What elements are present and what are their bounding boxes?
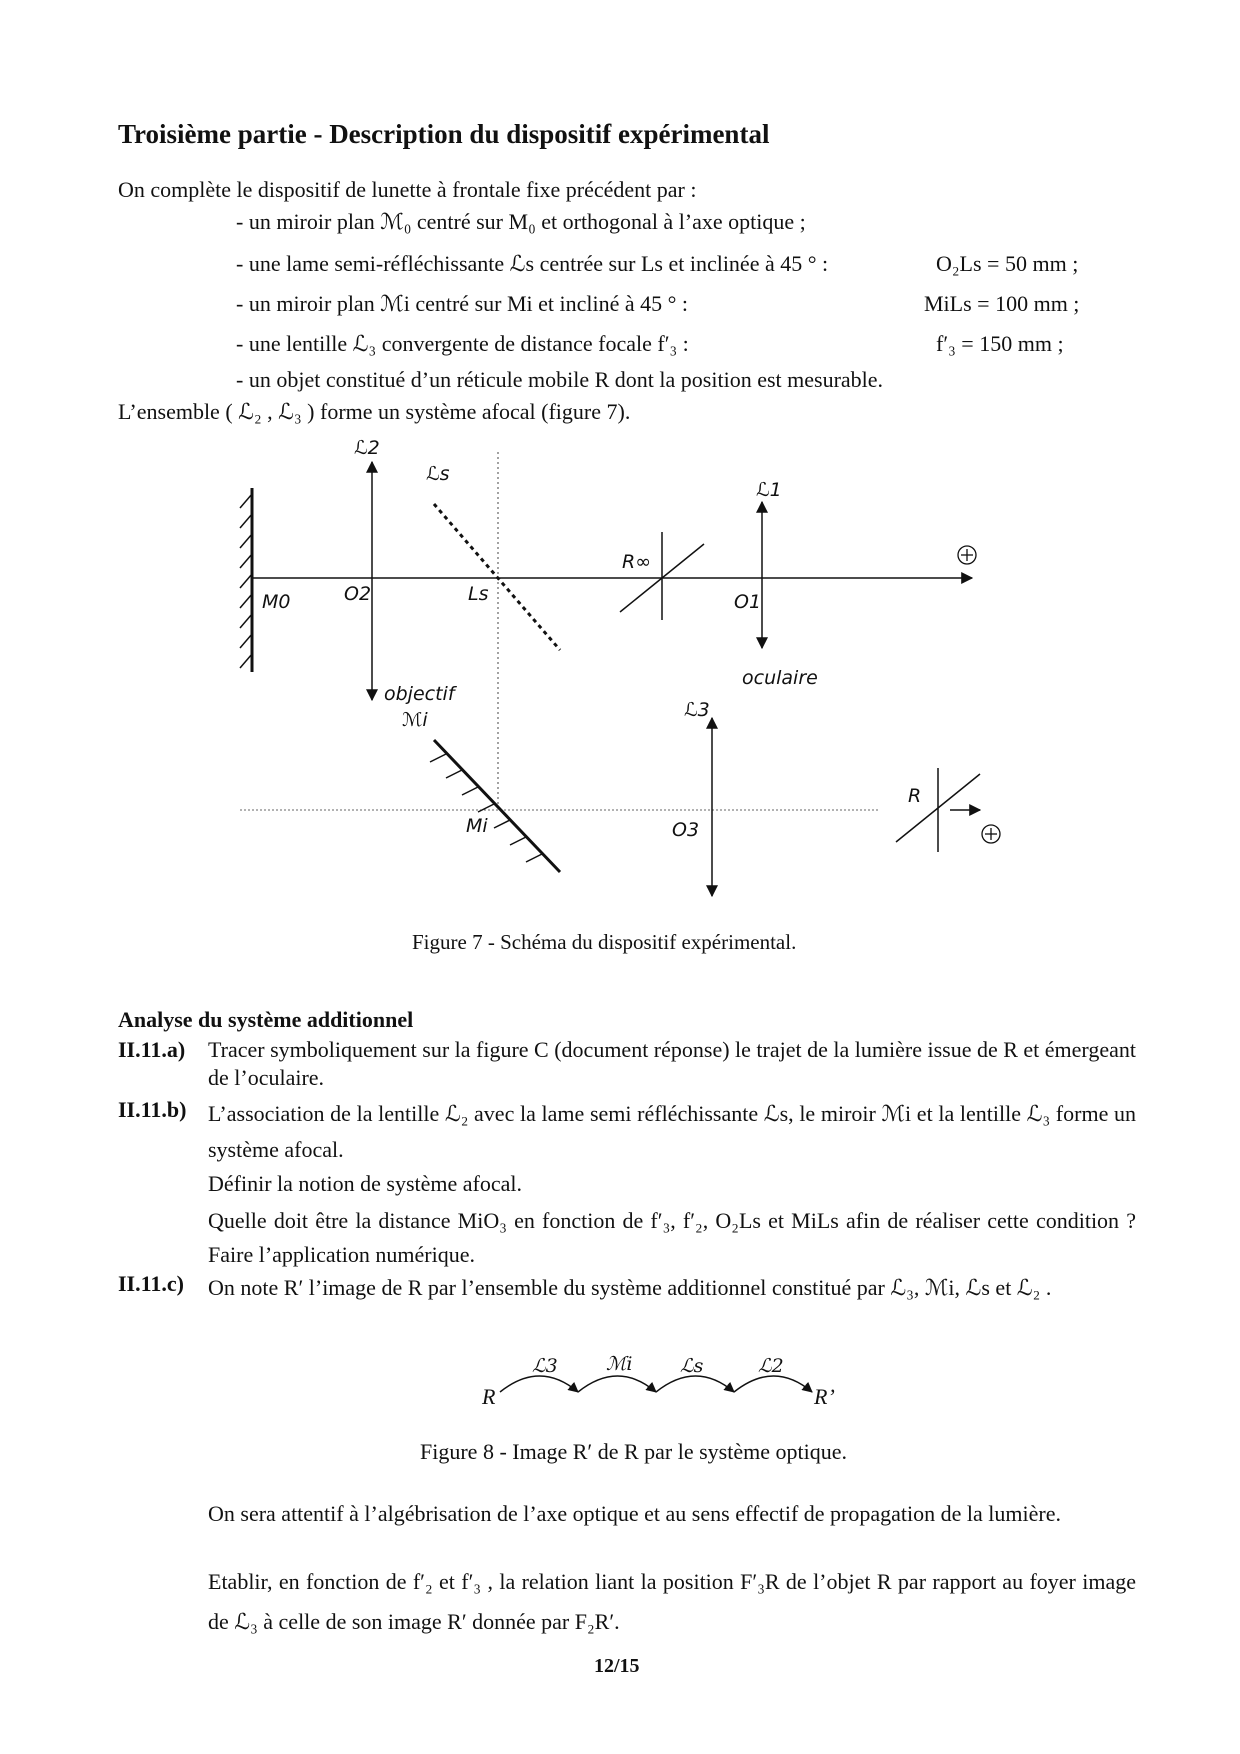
- label-o3: O3: [672, 819, 700, 841]
- label-o1: O1: [734, 591, 762, 613]
- reticle-r: [896, 768, 980, 852]
- question-a-number: II.11.a): [118, 1037, 186, 1062]
- page-title: Troisième partie - Description du dispositif expérimental: [118, 119, 770, 149]
- list-item-object: - un objet constitué d’un réticule mobile R dont la position est mesurable.: [236, 367, 884, 392]
- question-b-text-2: Définir la notion de système afocal.: [208, 1171, 523, 1196]
- fig8-label-l3: ℒ3: [532, 1355, 558, 1377]
- label-mi-cal: ℳi: [402, 709, 428, 731]
- reticle-r-infinity: [620, 532, 704, 620]
- arc-4: [734, 1376, 812, 1392]
- paragraph-algebrisation: On sera attentif à l’algébrisation de l’axe optique et au sens effectif de propagation de la lumière.: [208, 1501, 1061, 1526]
- plus-circle-icon: [982, 825, 1000, 843]
- figure-8-caption: Figure 8 - Image R′ de R par le système optique.: [420, 1439, 847, 1464]
- section-heading: Analyse du système additionnel: [118, 1007, 414, 1032]
- list-item-lens-l3: - une lentille ℒ₃ convergente de distance focale f′₃ :: [236, 331, 689, 356]
- fig8-label-mi: ℳi: [606, 1353, 633, 1375]
- list-item-mirror-m0: - un miroir plan ℳ₀ centré sur M₀ et orthogonal à l’axe optique ;: [236, 209, 806, 234]
- arc-1: [500, 1376, 578, 1392]
- label-r: R: [908, 785, 922, 807]
- fig8-label-ls: ℒs: [680, 1355, 704, 1377]
- figure-8-diagram: [0, 1340, 1240, 1420]
- plate-ls: [434, 504, 560, 650]
- question-a-text: Tracer symboliquement sur la figure C (document réponse) le trajet de la lumière issue de R et émergeant de l’oculaire.: [208, 1037, 1136, 1090]
- label-ls-top: ℒs: [426, 463, 450, 485]
- value-f3: f′₃ = 150 mm ;: [936, 331, 1064, 356]
- label-mi: Mi: [466, 815, 488, 837]
- list-item-mirror-mi: - un miroir plan ℳi centré sur Mi et incliné à 45 ° :: [236, 291, 689, 316]
- question-c-text: On note R′ l’image de R par l’ensemble du système additionnel constitué par ℒ₃, ℳi, ℒs et ℒ₂ .: [208, 1275, 1052, 1300]
- list-item-lame: - une lame semi-réfléchissante ℒs centrée sur Ls et inclinée à 45 ° :: [236, 251, 829, 276]
- value-o2ls: O₂Ls = 50 mm ;: [936, 251, 1079, 276]
- figure-7-diagram: [0, 430, 1240, 910]
- question-b-number: II.11.b): [118, 1097, 187, 1122]
- label-l3: ℒ3: [684, 699, 710, 721]
- plus-circle-icon: [958, 546, 976, 564]
- afocal-sentence: L’ensemble ( ℒ₂ , ℒ₃ ) forme un système afocal (figure 7).: [118, 399, 631, 424]
- fig8-label-r: R: [482, 1384, 496, 1409]
- question-b-text-1: L’association de la lentille ℒ₂ avec la lame semi réfléchissante ℒs, le miroir ℳi et la lentille ℒ₃ forme un système afocal.: [208, 1101, 1136, 1162]
- label-r-infinity: R∞: [622, 551, 652, 573]
- label-m0: M0: [262, 591, 291, 613]
- page-number: 12/15: [594, 1655, 640, 1677]
- paragraph-relation: Etablir, en fonction de f′₂ et f′₃ , la relation liant la position F′₃R de l’objet R par rapport au foyer image de ℒ₃ à celle de son image R′ donnée par F₂R′.: [208, 1569, 1136, 1634]
- figure-7-caption: Figure 7 - Schéma du dispositif expérimental.: [412, 930, 797, 954]
- intro-text: On complète le dispositif de lunette à frontale fixe précédent par :: [118, 177, 697, 202]
- mirror-m0: [240, 488, 252, 672]
- label-l1: ℒ1: [756, 479, 782, 501]
- label-objectif: objectif: [384, 683, 455, 705]
- fig8-label-r-prime: R’: [814, 1384, 835, 1409]
- arc-2: [578, 1376, 656, 1392]
- label-o2: O2: [344, 583, 372, 605]
- value-mils: MiLs = 100 mm ;: [924, 291, 1080, 316]
- label-ls: Ls: [468, 583, 489, 605]
- label-oculaire: oculaire: [742, 667, 818, 689]
- label-l2: ℒ2: [354, 437, 380, 459]
- mirror-mi: [430, 740, 560, 872]
- question-c-number: II.11.c): [118, 1271, 184, 1296]
- question-b-text-3: Quelle doit être la distance MiO₃ en fonction de f′₃, f′₂, O₂Ls et MiLs afin de réaliser cette condition ? Faire l’application numérique.: [208, 1208, 1136, 1267]
- fig8-label-l2: ℒ2: [758, 1355, 784, 1377]
- arc-3: [656, 1376, 734, 1392]
